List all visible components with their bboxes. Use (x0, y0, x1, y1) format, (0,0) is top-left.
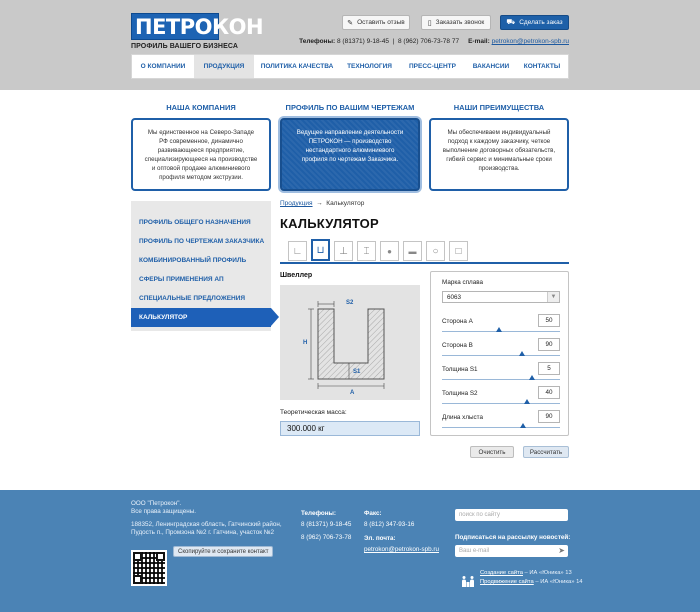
param-value-input[interactable]: 90 (538, 410, 560, 423)
pencil-icon: ✎ (347, 19, 354, 27)
logo-text: ПЕТРОКОН (135, 15, 264, 39)
param-label: Сторона В (442, 342, 473, 349)
header-phone-2: 8 (962) 706-73-78 77 (397, 38, 460, 45)
sidebar-item-offers[interactable] (131, 289, 271, 308)
info-custom-profile[interactable] (280, 103, 420, 191)
sidebar (131, 201, 271, 331)
info-company (131, 103, 271, 191)
footer-fax-title: Факс: (364, 510, 382, 517)
nav-item-about[interactable] (132, 55, 194, 78)
tab-angle[interactable] (288, 241, 307, 261)
profile-name: Швеллер (280, 272, 313, 279)
sidebar-item-label: СПЕЦИАЛЬНЫЕ ПРЕДЛОЖЕНИЯ (139, 295, 246, 302)
breadcrumb-separator: → (316, 200, 323, 207)
footer-developer (480, 569, 583, 587)
nav-item-technology[interactable] (340, 55, 399, 78)
sidebar-item-custom[interactable] (131, 232, 271, 251)
breadcrumb-current: Калькулятор (326, 200, 365, 207)
sidebar-item-calculator[interactable] (131, 308, 271, 327)
nav-item-contacts[interactable] (516, 55, 568, 78)
breadcrumb (280, 200, 364, 207)
tube-icon: ○ (432, 245, 439, 257)
dev2-text: – ИА «Юника» 14 (533, 579, 583, 585)
tab-flat-bar[interactable] (403, 241, 422, 261)
tab-round-bar[interactable] (380, 241, 399, 261)
tab-channel[interactable] (311, 239, 330, 261)
footer-rights: Все права защищены. (131, 508, 196, 515)
logo[interactable] (131, 13, 264, 51)
profile-drawing (280, 285, 420, 400)
sidebar-item-label: КАЛЬКУЛЯТОР (139, 314, 188, 321)
info-title: НАШИ ПРЕИМУЩЕСТВА (453, 103, 545, 112)
calculate-button[interactable]: Рассчитать (523, 446, 569, 458)
order-button[interactable] (500, 15, 569, 30)
nav-label: ВАКАНСИИ (472, 63, 510, 70)
footer-company-name: ООО "Петрокон". (131, 500, 182, 507)
info-title: ПРОФИЛЬ ПО ВАШИМ ЧЕРТЕЖАМ (285, 103, 415, 112)
nav-item-quality[interactable] (254, 55, 340, 78)
round-bar-icon: ● (387, 246, 392, 256)
clear-button[interactable]: Очистить (470, 446, 514, 458)
footer-fax (364, 510, 439, 554)
send-icon[interactable]: ➤ (558, 546, 565, 555)
param-value-input[interactable]: 90 (538, 338, 560, 351)
slider-handle[interactable] (524, 399, 530, 404)
footer-phone-2: 8 (962) 706-73-78 (301, 534, 352, 541)
tab-i-beam[interactable] (357, 241, 376, 261)
cart-icon: ⛟ (506, 19, 516, 26)
footer-phone-1: 8 (81371) 9-18-45 (301, 521, 352, 528)
feedback-button[interactable] (342, 15, 410, 30)
footer-email-link[interactable]: petrokon@petrokon-spb.ru (364, 546, 439, 553)
qr-corner (133, 552, 142, 561)
breadcrumb-link-products[interactable]: Продукция (280, 200, 313, 207)
tab-t-profile[interactable] (334, 241, 353, 261)
dim-s2-label: S2 (346, 300, 354, 306)
qr-code (131, 550, 167, 586)
param-value-input[interactable]: 40 (538, 386, 560, 399)
header-email-link[interactable]: petrokon@petrokon-spb.ru (491, 38, 569, 45)
call-request-label: Заказать звонок (435, 19, 485, 26)
sidebar-item-applications[interactable] (131, 270, 271, 289)
phone-icon: ▯ (427, 19, 432, 27)
param-side-b (442, 338, 560, 360)
channel-drawing-svg (280, 285, 420, 400)
nav-item-vacancies[interactable] (466, 55, 516, 78)
nav-label: ПРОДУКЦИЯ (203, 63, 245, 70)
qr-corner (156, 552, 165, 561)
nav-item-press[interactable] (399, 55, 466, 78)
dim-h-label: H (303, 340, 308, 346)
slider-handle[interactable] (496, 327, 502, 332)
subscribe-title: Подписаться на рассылку новостей: (455, 534, 571, 541)
footer-address: 188352, Ленинградская область, Гатчинский район, Пудость п., Промзона №2 г. Гатчина, участок №2 (131, 521, 282, 536)
subscribe-email-input[interactable] (455, 545, 568, 557)
site-promotion-link[interactable]: Продвижение сайта (480, 579, 534, 585)
logo-tagline: ПРОФИЛЬ ВАШЕГО БИЗНЕСА (131, 43, 238, 50)
footer-email-title: Эл. почта: (364, 535, 396, 542)
slider-handle[interactable] (529, 375, 535, 380)
params-panel (430, 271, 569, 436)
sidebar-item-general[interactable] (131, 213, 271, 232)
tab-square-tube[interactable] (449, 241, 468, 261)
slider-handle[interactable] (519, 351, 525, 356)
info-advantages (429, 103, 569, 191)
tabs-underline (280, 262, 569, 264)
footer-phones (301, 510, 351, 547)
nav-label: ПРЕСС-ЦЕНТР (409, 63, 456, 70)
dim-s1-label: S1 (353, 369, 361, 375)
nav-label: ПОЛИТИКА КАЧЕСТВА (260, 63, 334, 70)
square-tube-icon: □ (455, 245, 462, 257)
slider-track[interactable] (442, 379, 560, 380)
dim-a-label: A (350, 390, 355, 396)
sidebar-item-label: ПРОФИЛЬ ОБЩЕГО НАЗНАЧЕНИЯ (139, 219, 251, 226)
tab-tube[interactable] (426, 241, 445, 261)
sidebar-item-label: ПРОФИЛЬ ПО ЧЕРТЕЖАМ ЗАКАЗЧИКА (139, 238, 265, 245)
nav-label: О КОМПАНИИ (140, 63, 186, 70)
param-label: Толщина S2 (442, 390, 478, 397)
logo-box (131, 13, 264, 40)
param-label: Сторона А (442, 318, 473, 325)
phones-label: Телефоны: (299, 38, 336, 45)
channel-icon: ⊔ (316, 244, 325, 256)
param-label: Длина хлыста (442, 414, 483, 421)
alloy-select[interactable] (442, 291, 560, 303)
header-phone-1: 8 (81371) 9-18-45 (337, 38, 390, 45)
site-header (0, 0, 700, 90)
info-title: НАША КОМПАНИЯ (166, 103, 236, 112)
t-profile-icon: ⊥ (339, 245, 348, 257)
profile-type-tabs (288, 241, 468, 261)
param-thickness-s2 (442, 386, 560, 408)
nav-label: КОНТАКТЫ (523, 63, 561, 70)
i-beam-icon: ⌶ (363, 245, 370, 257)
nav-item-products[interactable] (194, 55, 254, 78)
developer-logo-icon (461, 575, 475, 587)
dev1-text: – ИА «Юника» 13 (522, 570, 572, 576)
flat-bar-icon: ▬ (408, 246, 417, 256)
param-value-input[interactable]: 50 (538, 314, 560, 327)
param-side-a (442, 314, 560, 336)
call-request-button[interactable] (421, 15, 491, 30)
email-label: E-mail: (468, 38, 490, 45)
qr-corner (133, 575, 142, 584)
order-button-label: Сделать заказ (519, 19, 563, 26)
alloy-selected-value: 6063 (447, 293, 462, 301)
footer-company (131, 500, 196, 516)
nav-label: ТЕХНОЛОГИЯ (347, 63, 392, 70)
info-text: Мы единственное на Северо-Западе РФ современное, динамично развивающееся предприятие, специализирующееся на производстве и оптовой продаже алюминиевого профиля методом экструзии. (131, 118, 271, 191)
footer-phones-title: Телефоны: (301, 510, 337, 517)
header-contacts: Телефоны: 8 (81371) 9-18-45 | 8 (962) 706-73-78 77 E-mail: petrokon@petrokon-spb.ru (299, 38, 569, 45)
sidebar-item-combined[interactable] (131, 251, 271, 270)
alloy-label: Марка сплава (442, 279, 483, 286)
param-value-input[interactable]: 5 (538, 362, 560, 375)
info-text: Ведущее направление деятельности ПЕТРОКОН — производство нестандартного алюминиевого профиля по чертежам Заказчика. (280, 118, 420, 191)
l-angle-icon: ∟ (292, 245, 303, 257)
main-nav (131, 54, 569, 79)
site-creation-link[interactable]: Создание сайта (480, 570, 523, 576)
param-label: Толщина S1 (442, 366, 478, 373)
slider-handle[interactable] (520, 423, 526, 428)
chevron-down-icon: ▼ (547, 292, 559, 302)
info-text: Мы обеспечиваем индивидуальный подход к каждому заказчику, четкое выполнение договорных обязательств, гибкий сервис и минимальные сроки производства. (429, 118, 569, 191)
slider-track[interactable] (442, 427, 560, 428)
mass-result: 300.000 кг (280, 421, 420, 436)
site-footer (0, 490, 700, 612)
sidebar-item-label: СФЕРЫ ПРИМЕНЕНИЯ АП (139, 276, 224, 283)
email-placeholder: Ваш e-mail (459, 548, 490, 554)
param-length (442, 410, 560, 432)
param-thickness-s1 (442, 362, 560, 384)
feedback-button-label: Оставить отзыв (357, 19, 405, 26)
footer-search-input[interactable]: поиск по сайту (455, 509, 568, 521)
slider-track[interactable] (442, 355, 560, 356)
page-title: КАЛЬКУЛЯТОР (280, 216, 379, 231)
footer-fax-number: 8 (812) 347-93-16 (364, 521, 415, 528)
copy-contact-button[interactable]: Скопируйте и сохраните контакт (173, 546, 273, 557)
slider-track[interactable] (442, 403, 560, 404)
mass-label: Теоретическая масса: (280, 409, 347, 416)
sidebar-item-label: КОМБИНИРОВАННЫЙ ПРОФИЛЬ (139, 257, 247, 264)
